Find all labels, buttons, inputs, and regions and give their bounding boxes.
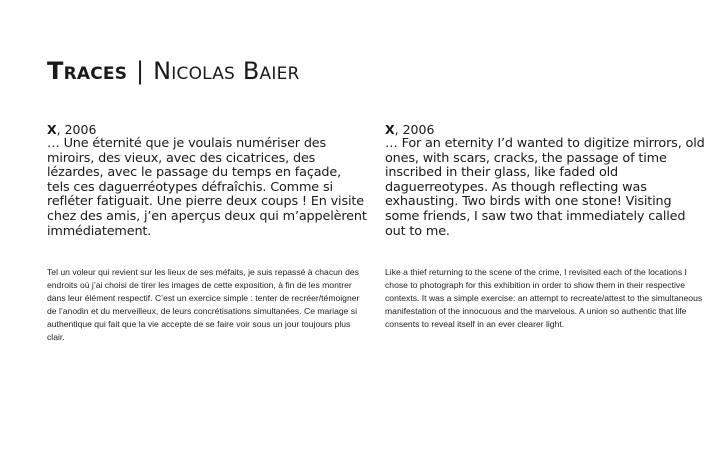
french-lead-column xyxy=(47,122,367,239)
title-separator: | xyxy=(136,57,145,85)
french-work-year: , 2006 xyxy=(56,122,97,137)
english-body-paragraph: Like a thief returning to the scene of the crime, I revisited each of the locations I chose to photograph for this exhibition in order to show them in their respective contexts. It was a simple exercise: an attempt to recreate/attest to the simultaneous manifestation of the innocuous and the marvelous. A union so authentic that life consents to reveal itself in an ever clearer light. xyxy=(385,267,703,329)
english-work-label xyxy=(385,122,707,137)
artist-name: Nicolas Baier xyxy=(153,57,300,85)
french-work-label xyxy=(47,122,367,137)
french-lead-text: … Une éternité que je voulais numériser des miroirs, des vieux, avec des cicatrices, des lézardes, avec le passage du temps en façade, tels ces daguerréotypes défraîchis. Comme si refléter fatiguait. Une pierre deux coups ! En visite chez des amis, j’en aperçus deux qui m’appelèrent immédiatement. xyxy=(47,136,367,239)
english-lead-column xyxy=(385,122,707,239)
work-title: Traces xyxy=(47,57,128,85)
french-work-code: X xyxy=(47,122,57,137)
english-lead-text: … For an eternity I’d wanted to digitize mirrors, old ones, with scars, cracks, the passage of time inscribed in their glass, like faded old daguerreotypes. As though reflecting was exhausting. Two birds with one stone! Visiting some friends, I saw two that immediately called out to me. xyxy=(385,136,705,239)
french-body-paragraph: Tel un voleur qui revient sur les lieux de ses méfaits, je suis repassé à chacun des endroits où j’ai choisi de tirer les images de cette exposition, à fin de les montrer dans leur élément respectif. C’est un exercice simple : tenter de recréer/témoigner de l’anodin et du merveilleux, de leurs concrétisations simultanées. Ce mariage si authentique qui fait que la vie accepte de se faire voir sous un jour toujours plus clair. xyxy=(47,267,360,342)
english-work-year: , 2006 xyxy=(394,122,435,137)
english-work-code: X xyxy=(385,122,395,137)
page-title xyxy=(47,56,300,86)
